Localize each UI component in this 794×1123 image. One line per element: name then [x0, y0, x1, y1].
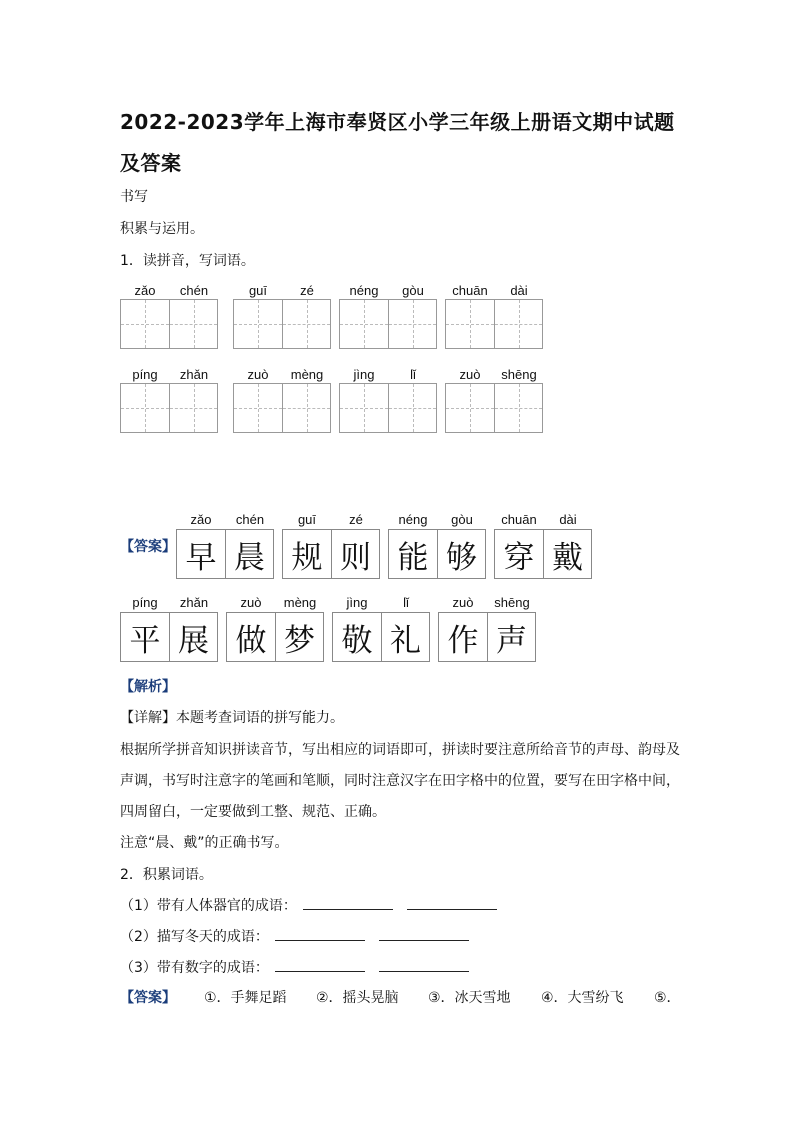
pinyin-label: guī [297, 512, 317, 527]
pinyin-label: jìng [353, 367, 375, 382]
answer-char: 早 [185, 539, 217, 576]
answer-label: 【答案】 [120, 539, 176, 555]
tianzige-cell[interactable] [494, 300, 542, 348]
pinyin-label: jìng [346, 595, 368, 610]
analysis-label: 【解析】 [120, 679, 176, 695]
q2-answer-label: 【答案】 [120, 990, 176, 1006]
tianzige-pair[interactable] [120, 383, 218, 433]
pinyin-label: zhǎn [179, 595, 209, 610]
pinyin-label: zuò [240, 595, 262, 610]
explain-line: 四周留白，一定要做到工整、规范、正确。 [120, 804, 386, 820]
pinyin-label: guī [248, 283, 268, 298]
q2-item [120, 957, 469, 977]
answer-char: 展 [169, 613, 217, 661]
tianzige-cell[interactable] [446, 384, 494, 432]
tianzige-cell[interactable] [121, 384, 169, 432]
answer-pair [226, 612, 324, 662]
pinyin-label: zhǎn [179, 367, 209, 382]
pinyin-label: shēng [494, 595, 530, 610]
answer-char: 能 [397, 539, 429, 576]
tianzige-cell[interactable] [388, 384, 436, 432]
pinyin-label: mèng [283, 595, 317, 610]
tianzige-cell[interactable] [121, 300, 169, 348]
title-line-1: 2022-2023学年上海市奉贤区小学三年级上册语文期中试题 [120, 110, 675, 134]
answer-char: 敬 [341, 622, 373, 659]
q2-answer: ③．冰天雪地 [428, 990, 511, 1006]
tianzige-cell[interactable] [282, 384, 330, 432]
section-writing: 书写 [120, 189, 148, 205]
tianzige-cell[interactable] [169, 384, 217, 432]
tianzige-cell[interactable] [234, 300, 282, 348]
answer-pair [438, 612, 536, 662]
pinyin-label: shēng [501, 367, 537, 382]
answer-pair [176, 529, 274, 579]
tianzige-cell[interactable] [340, 300, 388, 348]
pinyin-label: chuān [452, 283, 488, 298]
pinyin-label: zuò [459, 367, 481, 382]
pinyin-label: zuò [452, 595, 474, 610]
answer-pair [494, 529, 592, 579]
pinyin-label: dài [559, 512, 577, 527]
answer-blank[interactable] [303, 895, 393, 910]
answer-blank[interactable] [407, 895, 497, 910]
pinyin-label: chén [235, 512, 265, 527]
pinyin-label: néng [398, 512, 428, 527]
tianzige-pair[interactable] [120, 299, 218, 349]
answer-char: 平 [129, 622, 161, 659]
answer-char: 梦 [275, 613, 323, 661]
pinyin-label: mèng [290, 367, 324, 382]
answer-blank[interactable] [275, 957, 365, 972]
answer-char: 作 [447, 622, 479, 659]
detail-line: 【详解】本题考查词语的拼写能力。 [120, 710, 344, 726]
q2-item [120, 926, 469, 946]
answer-pair [332, 612, 430, 662]
pinyin-label: píng [132, 367, 158, 382]
q2-item-text: （2）描写冬天的成语： [120, 929, 269, 945]
pinyin-label: gòu [451, 512, 473, 527]
tianzige-cell[interactable] [282, 300, 330, 348]
q2-item-text: （3）带有数字的成语： [120, 960, 269, 976]
tianzige-cell[interactable] [234, 384, 282, 432]
tianzige-pair[interactable] [339, 383, 437, 433]
pinyin-label: zuò [247, 367, 269, 382]
pinyin-label: chén [179, 283, 209, 298]
answer-blank[interactable] [379, 957, 469, 972]
pinyin-label: chuān [501, 512, 537, 527]
answer-char: 够 [437, 530, 485, 578]
tianzige-cell[interactable] [494, 384, 542, 432]
tianzige-pair[interactable] [233, 383, 331, 433]
pinyin-label: zǎo [134, 283, 156, 298]
answer-pair [388, 529, 486, 579]
q2-item-text: （1）带有人体器官的成语： [120, 898, 297, 914]
answer-char: 则 [331, 530, 379, 578]
answer-char: 声 [487, 613, 535, 661]
tianzige-pair[interactable] [233, 299, 331, 349]
pinyin-label: zé [349, 512, 363, 527]
tianzige-cell[interactable] [169, 300, 217, 348]
section-accumulate: 积累与运用。 [120, 221, 204, 237]
answer-pair [120, 612, 218, 662]
answer-blank[interactable] [275, 926, 365, 941]
q2-item [120, 895, 497, 915]
pinyin-label: gòu [402, 283, 424, 298]
pinyin-label: zé [300, 283, 314, 298]
tianzige-cell[interactable] [340, 384, 388, 432]
explain-line: 声调，书写时注意字的笔画和笔顺，同时注意汉字在田字格中的位置，要写在田字格中间， [120, 773, 680, 789]
q2-answer: ④．大雪纷飞 [541, 990, 624, 1006]
note-line: 注意“晨、戴”的正确书写。 [120, 835, 289, 851]
answer-char: 礼 [381, 613, 429, 661]
q2-answer: ②．摇头晃脑 [316, 990, 399, 1006]
pinyin-label: néng [349, 283, 379, 298]
pinyin-label: píng [132, 595, 158, 610]
q2-answer: ⑤． [654, 990, 681, 1006]
title-line-2: 及答案 [120, 151, 182, 175]
tianzige-cell[interactable] [446, 300, 494, 348]
answer-char: 规 [291, 539, 323, 576]
answer-pair [282, 529, 380, 579]
answer-char: 穿 [503, 539, 535, 576]
pinyin-label: lǐ [410, 367, 416, 382]
question-1-label: 1．读拼音，写词语。 [120, 253, 255, 269]
tianzige-pair[interactable] [445, 299, 543, 349]
tianzige-pair[interactable] [339, 299, 437, 349]
answer-char: 戴 [543, 530, 591, 578]
answer-char: 晨 [225, 530, 273, 578]
tianzige-pair[interactable] [445, 383, 543, 433]
explain-line: 根据所学拼音知识拼读音节，写出相应的词语即可，拼读时要注意所给音节的声母、韵母及 [120, 742, 680, 758]
pinyin-label: dài [510, 283, 528, 298]
answer-blank[interactable] [379, 926, 469, 941]
q2-answer: ①．手舞足蹈 [204, 990, 287, 1006]
pinyin-label: zǎo [190, 512, 212, 527]
tianzige-cell[interactable] [388, 300, 436, 348]
answer-char: 做 [235, 622, 267, 659]
question-2-label: 2．积累词语。 [120, 867, 213, 883]
pinyin-label: lǐ [403, 595, 409, 610]
